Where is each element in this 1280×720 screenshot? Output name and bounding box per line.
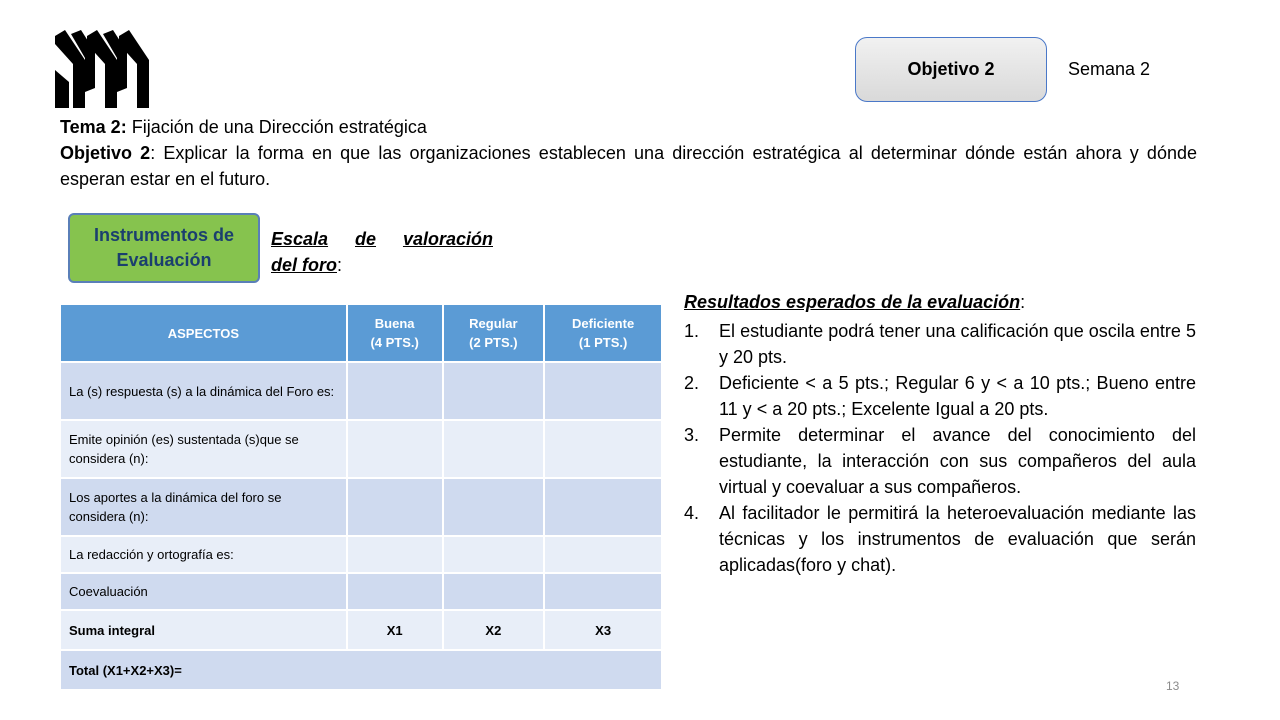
score-cell[interactable] xyxy=(443,478,545,536)
score-cell[interactable] xyxy=(347,362,443,420)
objective-paragraph xyxy=(60,140,1197,192)
list-number: 4. xyxy=(684,503,700,523)
objective-label: Objetivo 2 xyxy=(60,143,151,163)
list-item xyxy=(684,422,1196,500)
aspect-cell: Los aportes a la dinámica del foro se considera (n): xyxy=(60,478,347,536)
list-text: Deficiente < a 5 pts.; Regular 6 y < a 10 pts.; Bueno entre 11 y < a 20 pts.; Excelente Igual a 20 pts. xyxy=(719,373,1196,419)
score-cell[interactable] xyxy=(544,420,662,478)
header-aspectos: ASPECTOS xyxy=(60,304,347,362)
week-label: Semana 2 xyxy=(1068,59,1151,79)
total-label: Total (X1+X2+X3)= xyxy=(60,650,662,690)
aspect-cell: La (s) respuesta (s) a la dinámica del Foro es: xyxy=(60,362,347,420)
table-header-row xyxy=(60,304,662,362)
results-heading: Resultados esperados de la evaluación xyxy=(684,292,1021,312)
score-cell[interactable] xyxy=(544,362,662,420)
total-row xyxy=(60,650,662,690)
score-cell[interactable] xyxy=(443,362,545,420)
topic-label: Tema 2: xyxy=(60,117,127,137)
header-buena: Buena (4 PTS.) xyxy=(347,304,443,362)
score-cell[interactable] xyxy=(443,420,545,478)
scale-title-word: valoración xyxy=(402,229,493,249)
instruments-button-line1: Instrumentos de xyxy=(93,225,235,245)
score-cell[interactable] xyxy=(347,573,443,610)
aspect-cell: La redacción y ortografía es: xyxy=(60,536,347,573)
table-row xyxy=(60,362,662,420)
score-cell[interactable] xyxy=(443,536,545,573)
list-item xyxy=(684,500,1196,578)
list-number: 2. xyxy=(684,373,700,393)
results-heading-line xyxy=(684,289,1196,315)
sum-label: Suma integral xyxy=(60,610,347,650)
scale-title-word: Escala xyxy=(271,229,329,249)
objective-button[interactable]: Objetivo 2 xyxy=(855,37,1047,102)
list-text: Permite determinar el avance del conocimiento del estudiante, la interacción con sus compañeros del aula virtual y coevaluar a sus compañeros. xyxy=(719,425,1196,497)
score-cell[interactable] xyxy=(347,420,443,478)
scale-title xyxy=(271,226,493,278)
list-number: 3. xyxy=(684,425,700,445)
score-cell[interactable] xyxy=(544,478,662,536)
score-cell[interactable] xyxy=(544,573,662,610)
intro-text xyxy=(60,114,1197,192)
evaluation-rubric-table xyxy=(59,303,663,691)
score-cell[interactable] xyxy=(544,536,662,573)
header-regular: Regular (2 PTS.) xyxy=(443,304,545,362)
table-row xyxy=(60,536,662,573)
aspect-cell: Emite opinión (es) sustentada (s)que se considera (n): xyxy=(60,420,347,478)
topic-text: Fijación de una Dirección estratégica xyxy=(126,117,427,137)
results-heading-colon: : xyxy=(1020,292,1026,312)
sum-value: X1 xyxy=(347,610,443,650)
aspect-cell: Coevaluación xyxy=(60,573,347,610)
scale-title-line2-text: del foro xyxy=(271,255,337,275)
table-row xyxy=(60,478,662,536)
list-number: 1. xyxy=(684,321,700,341)
list-text: Al facilitador le permitirá la heteroevaluación mediante las técnicas y los instrumentos de evaluación que serán aplicadas(foro y chat). xyxy=(719,503,1196,575)
results-list xyxy=(684,318,1196,578)
institution-logo xyxy=(55,30,150,108)
score-cell[interactable] xyxy=(347,478,443,536)
table-row xyxy=(60,573,662,610)
scale-title-line2 xyxy=(271,252,493,278)
expected-results xyxy=(684,289,1196,578)
sum-row xyxy=(60,610,662,650)
sum-value: X3 xyxy=(544,610,662,650)
list-text: El estudiante podrá tener una calificación que oscila entre 5 y 20 pts. xyxy=(719,321,1196,367)
scale-title-colon: : xyxy=(337,255,343,275)
sum-value: X2 xyxy=(443,610,545,650)
list-item xyxy=(684,318,1196,370)
score-cell[interactable] xyxy=(347,536,443,573)
objective-text: : Explicar la forma en que las organizaciones establecen una dirección estratégica al determinar dónde están ahora y dónde esperan estar en el futuro. xyxy=(60,143,1197,189)
instruments-button[interactable] xyxy=(68,213,260,283)
scale-title-word: de xyxy=(355,229,377,249)
header-deficiente: Deficiente (1 PTS.) xyxy=(544,304,662,362)
table-row xyxy=(60,420,662,478)
topic-line xyxy=(60,114,1197,140)
list-item xyxy=(684,370,1196,422)
scale-title-line1 xyxy=(271,226,493,252)
page-number: 13 xyxy=(1166,679,1180,693)
instruments-button-line2: Evaluación xyxy=(116,250,212,270)
score-cell[interactable] xyxy=(443,573,545,610)
